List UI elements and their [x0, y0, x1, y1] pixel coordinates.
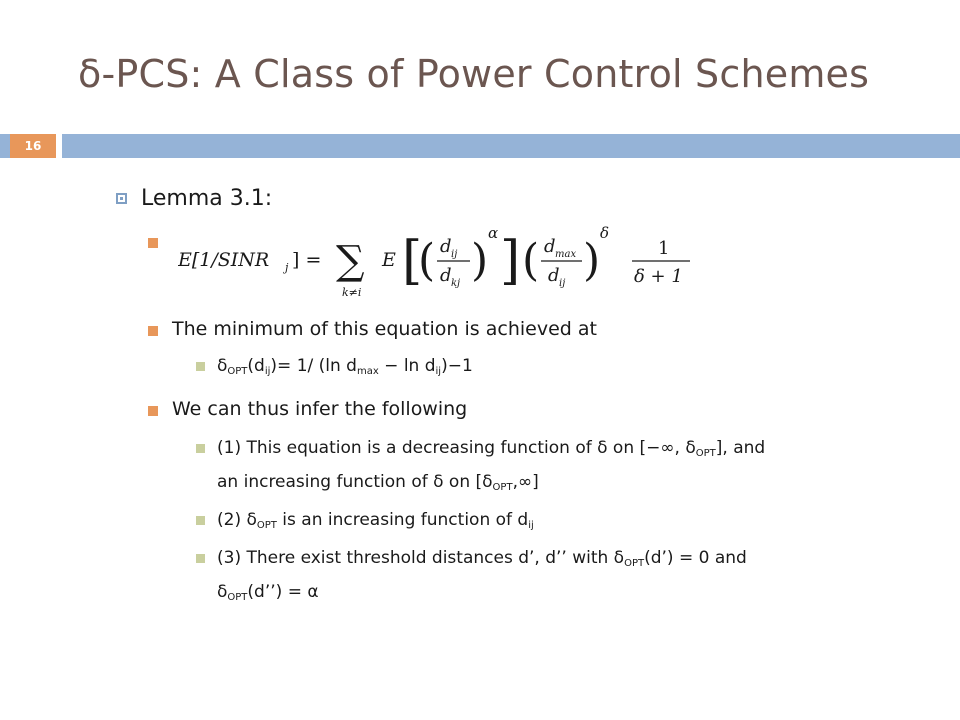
- opt-sub-ij: ij: [264, 366, 271, 377]
- header-bar-right: [62, 134, 960, 158]
- p2-sub-2: ij: [528, 520, 534, 531]
- p1-sub-2: OPT: [492, 482, 513, 493]
- eq-lhs: E[1/SINR: [178, 249, 270, 271]
- point-3-text: [217, 544, 747, 612]
- p2-part-a: (2) δ: [217, 510, 257, 530]
- point-1-text: [217, 434, 765, 502]
- green-bullet-icon: [196, 554, 205, 563]
- green-bullet-icon: [196, 362, 205, 371]
- eq-delta: δ: [600, 224, 610, 242]
- p2-sub-1: OPT: [256, 520, 277, 531]
- opt-part-d: − ln d: [378, 356, 436, 376]
- list-item-point-3: [196, 544, 916, 612]
- opt-sub-max: max: [356, 366, 379, 377]
- p3-part-b: (d’) = 0 and: [644, 548, 747, 568]
- list-item-minimum: [148, 318, 597, 340]
- infer-text: We can thus infer the following: [172, 398, 468, 420]
- eq-sum-sub: k≠i: [342, 286, 362, 299]
- opt-part-b: (d: [247, 356, 265, 376]
- opt-part-c: )= 1/ (ln d: [270, 356, 357, 376]
- lemma-item: [116, 186, 272, 211]
- opt-part-e: )−1: [441, 356, 473, 376]
- eq-num2: d: [544, 236, 556, 257]
- p3-part-a: (3) There exist threshold distances d’, d’’ with δ: [217, 548, 625, 568]
- list-item-point-1: [196, 434, 916, 502]
- eq-right-bracket: ]: [500, 231, 521, 291]
- list-item-opt-formula: [196, 352, 473, 386]
- eq-frac-num: 1: [658, 238, 670, 259]
- p1-part-c: an increasing function of δ on [δ: [217, 472, 493, 492]
- minimum-text: The minimum of this equation is achieved at: [172, 318, 597, 340]
- page-number: 16: [10, 134, 56, 158]
- p2-part-b: is an increasing function of d: [276, 510, 529, 530]
- p1-part-b: ], and: [715, 438, 766, 458]
- eq-right-paren-1: ): [471, 235, 489, 286]
- eq-left-paren-2: (: [522, 235, 540, 286]
- eq-right-paren-2: ): [583, 235, 601, 286]
- eq-lhs-sub: j: [285, 261, 289, 274]
- eq-frac-den: δ + 1: [634, 266, 683, 287]
- p3-sub-2: OPT: [227, 592, 248, 603]
- lemma-equation: [178, 224, 738, 304]
- eq-den2: d: [548, 265, 560, 286]
- opt-formula-text: [217, 352, 473, 386]
- p3-sub-1: OPT: [624, 558, 645, 569]
- p3-part-c: δ: [217, 582, 228, 602]
- header-bar-left: [0, 134, 10, 158]
- eq-left-paren-1: (: [418, 235, 436, 286]
- p3-part-d: (d’’) = α: [247, 582, 319, 602]
- opt-sub: OPT: [227, 366, 248, 377]
- list-item-point-2: [196, 506, 534, 540]
- orange-bullet-icon: [148, 406, 158, 416]
- p1-part-a: (1) This equation is a decreasing function of δ on [−∞, δ: [217, 438, 696, 458]
- p1-sub-1: OPT: [695, 448, 716, 459]
- eq-den1-sub: kj: [451, 278, 461, 289]
- eq-den1: d: [440, 265, 452, 286]
- slide-title: δ-PCS: A Class of Power Control Schemes: [78, 52, 870, 96]
- eq-alpha: α: [488, 224, 499, 242]
- p1-part-d: ,∞]: [512, 472, 539, 492]
- eq-lhs-end: ] =: [292, 249, 322, 271]
- point-2-text: [217, 506, 534, 540]
- orange-bullet-icon: [148, 326, 158, 336]
- square-bullet-icon: [116, 193, 127, 204]
- list-item-infer: [148, 398, 467, 420]
- opt-delta: δ: [217, 356, 228, 376]
- eq-num1: d: [440, 236, 452, 257]
- eq-den2-sub: ij: [559, 278, 566, 289]
- eq-left-bracket: [: [402, 231, 423, 291]
- eq-sum: ∑: [336, 238, 365, 284]
- eq-num2-sub: max: [555, 249, 577, 260]
- green-bullet-icon: [196, 516, 205, 525]
- eq-expectation: E: [382, 249, 396, 271]
- opt-sub-ij-2: ij: [435, 366, 442, 377]
- equation-bullet-icon: [148, 238, 158, 248]
- green-bullet-icon: [196, 444, 205, 453]
- eq-num1-sub: ij: [451, 249, 458, 260]
- lemma-heading: Lemma 3.1:: [141, 186, 273, 211]
